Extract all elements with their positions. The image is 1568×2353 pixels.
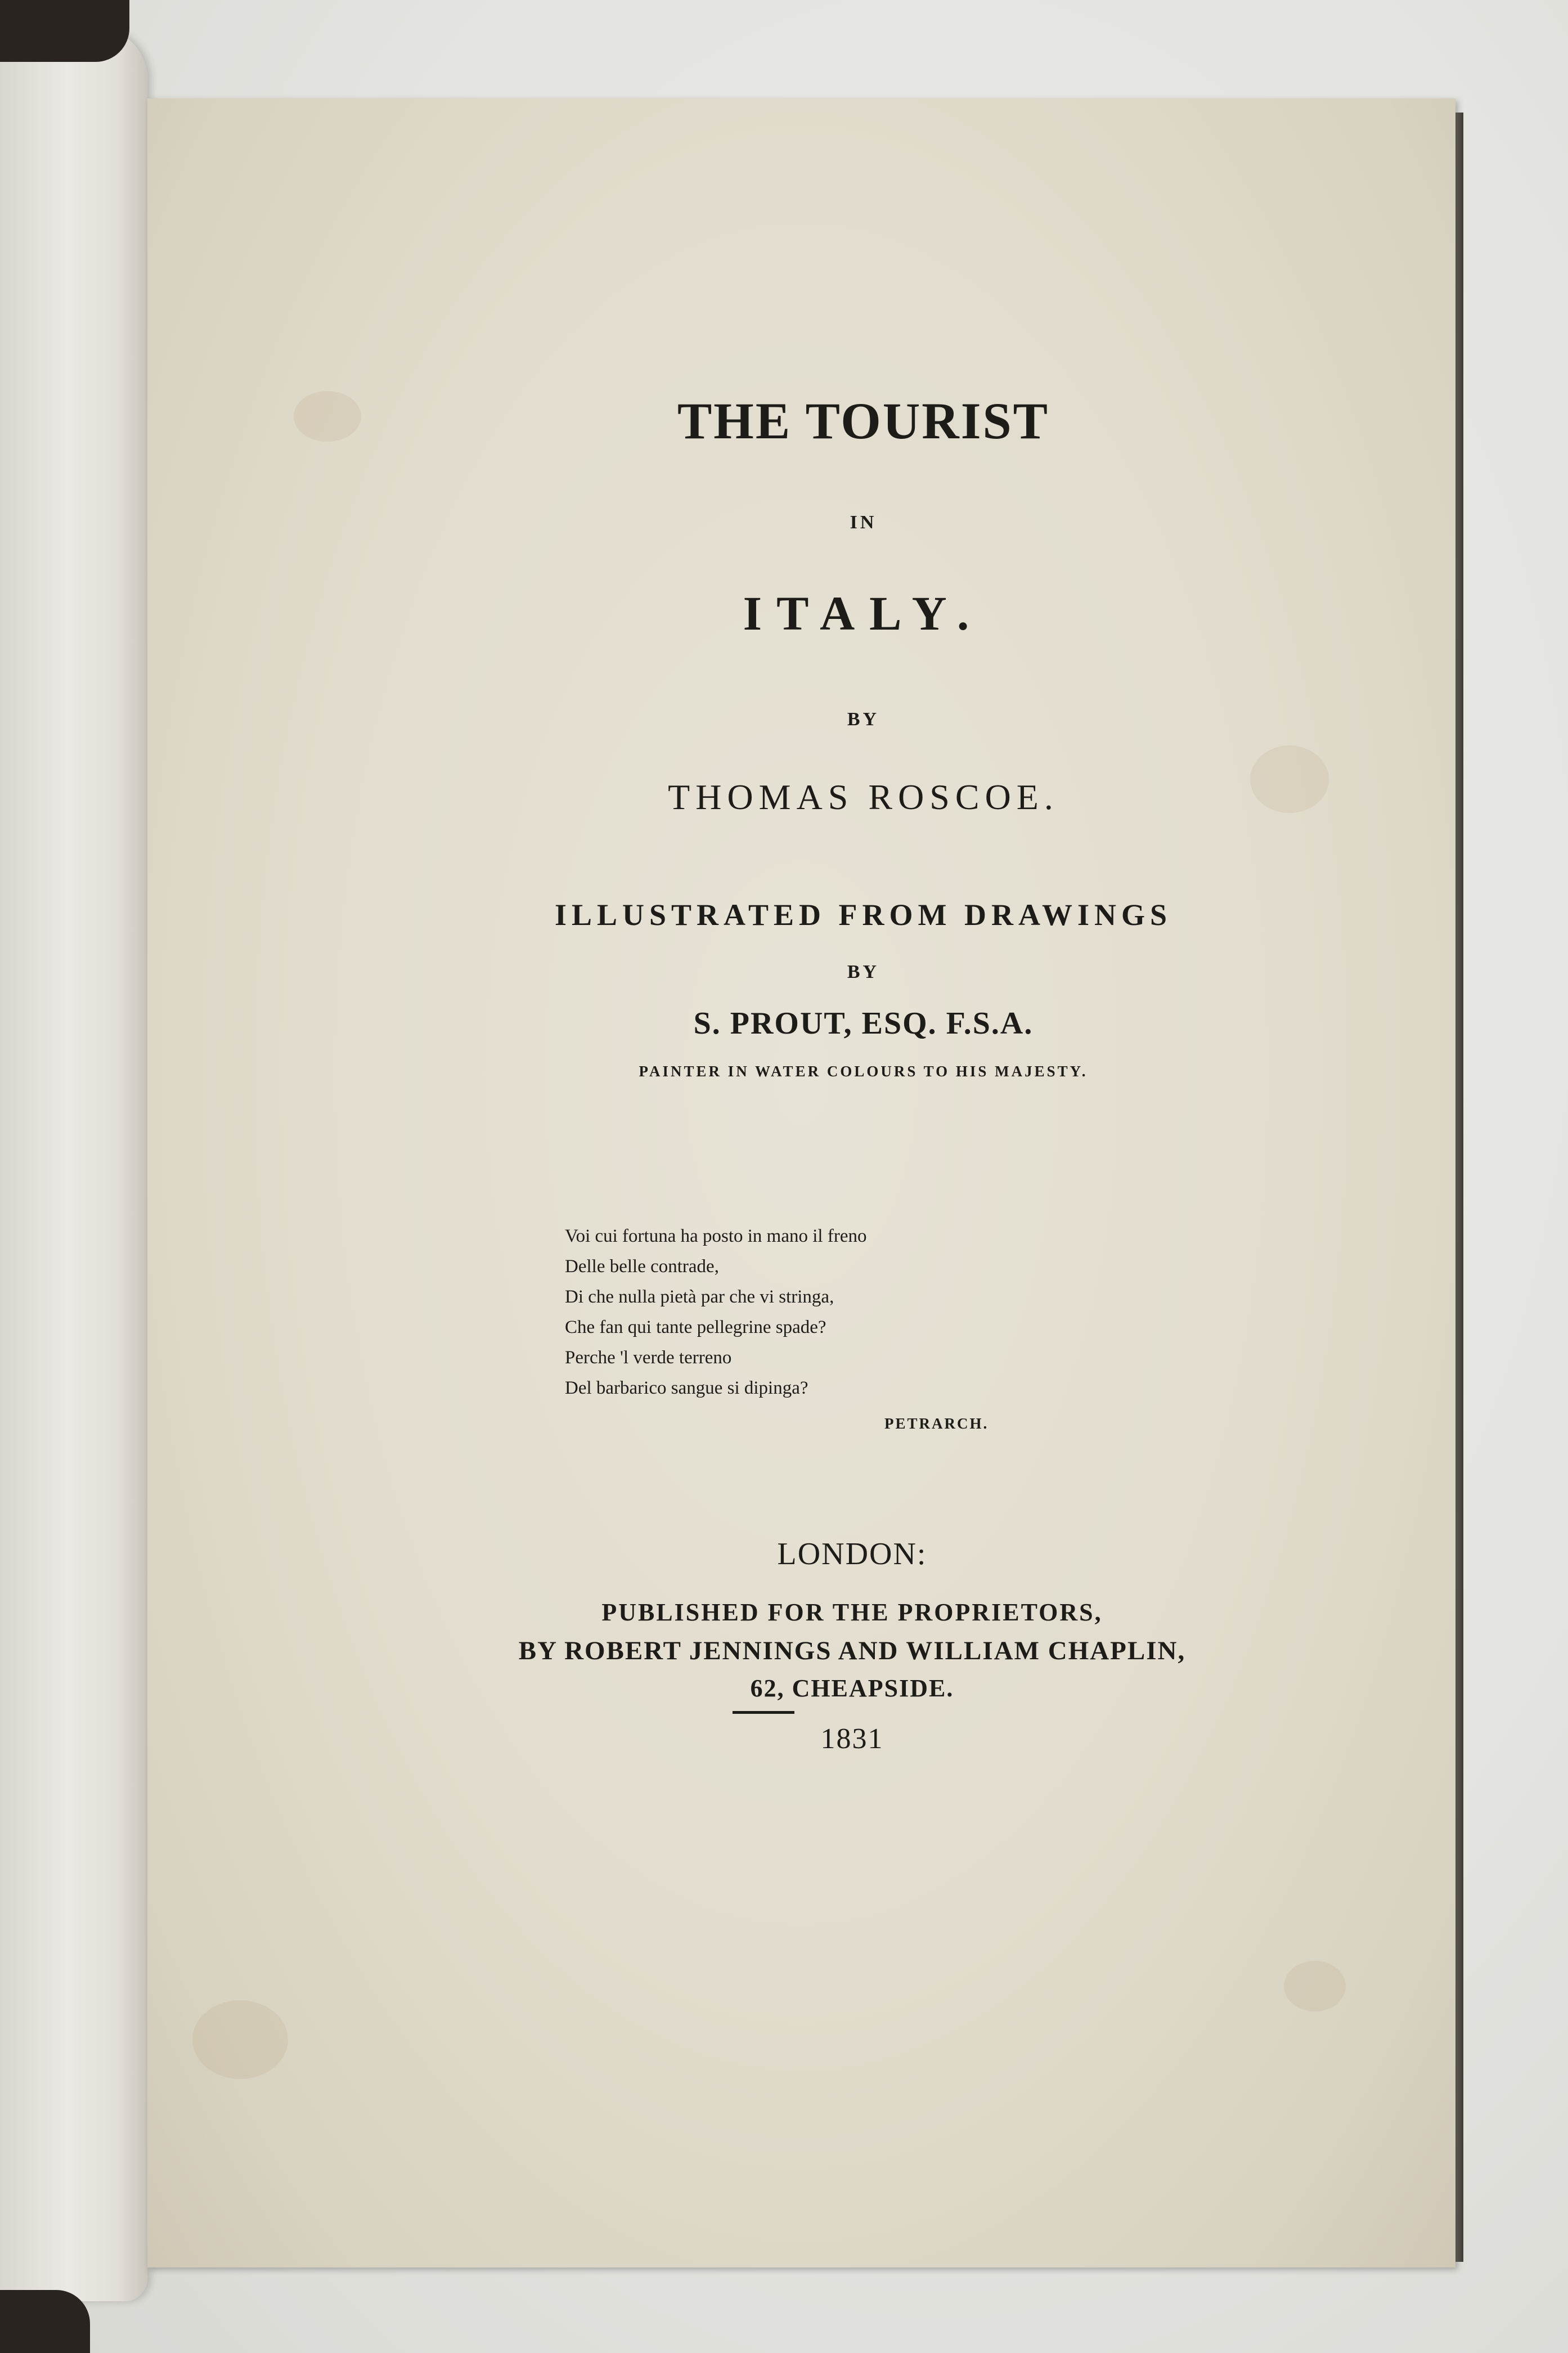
imprint-year: 1831 [820, 1723, 884, 1755]
imprint-rule [733, 1711, 794, 1714]
foxing-spot [1284, 1961, 1346, 2011]
epigraph-line: Delle belle contrade, [565, 1256, 719, 1277]
epigraph-attribution: PETRARCH. [884, 1415, 989, 1432]
foxing-spot [192, 2000, 288, 2079]
title-page [147, 98, 1455, 2267]
epigraph-line: Voi cui fortuna ha posto in mano il freno [565, 1226, 867, 1246]
illustration-credit: ILLUSTRATED FROM DRAWINGS [554, 898, 1172, 932]
imprint-address: 62, CHEAPSIDE. [750, 1674, 954, 1702]
epigraph [565, 1221, 1015, 1403]
illustrator-by: BY [847, 962, 880, 982]
epigraph-line: Del barbarico sangue si dipinga? [565, 1378, 808, 1398]
book-title: THE TOURIST [677, 392, 1050, 450]
imprint-publishers: BY ROBERT JENNINGS AND WILLIAM CHAPLIN, [518, 1636, 1186, 1665]
imprint-published: PUBLISHED FOR THE PROPRIETORS, [601, 1598, 1103, 1626]
imprint-city: LONDON: [777, 1537, 927, 1571]
author-name: THOMAS ROSCOE. [668, 777, 1059, 817]
illustrator-title: PAINTER IN WATER COLOURS TO HIS MAJESTY. [639, 1063, 1088, 1080]
epigraph-line: Che fan qui tante pellegrine spade? [565, 1317, 826, 1337]
book-binding-top [0, 0, 129, 62]
book-binding-bottom [0, 2290, 90, 2353]
epigraph-line: Di che nulla pietà par che vi stringa, [565, 1287, 834, 1307]
illustrator-name: S. PROUT, ESQ. F.S.A. [693, 1006, 1034, 1041]
author-by: BY [847, 709, 880, 730]
title-connector: IN [850, 512, 877, 533]
epigraph-line: Perche 'l verde terreno [565, 1348, 732, 1368]
book-subject: ITALY. [743, 586, 984, 640]
facing-page-edge [0, 28, 147, 2301]
